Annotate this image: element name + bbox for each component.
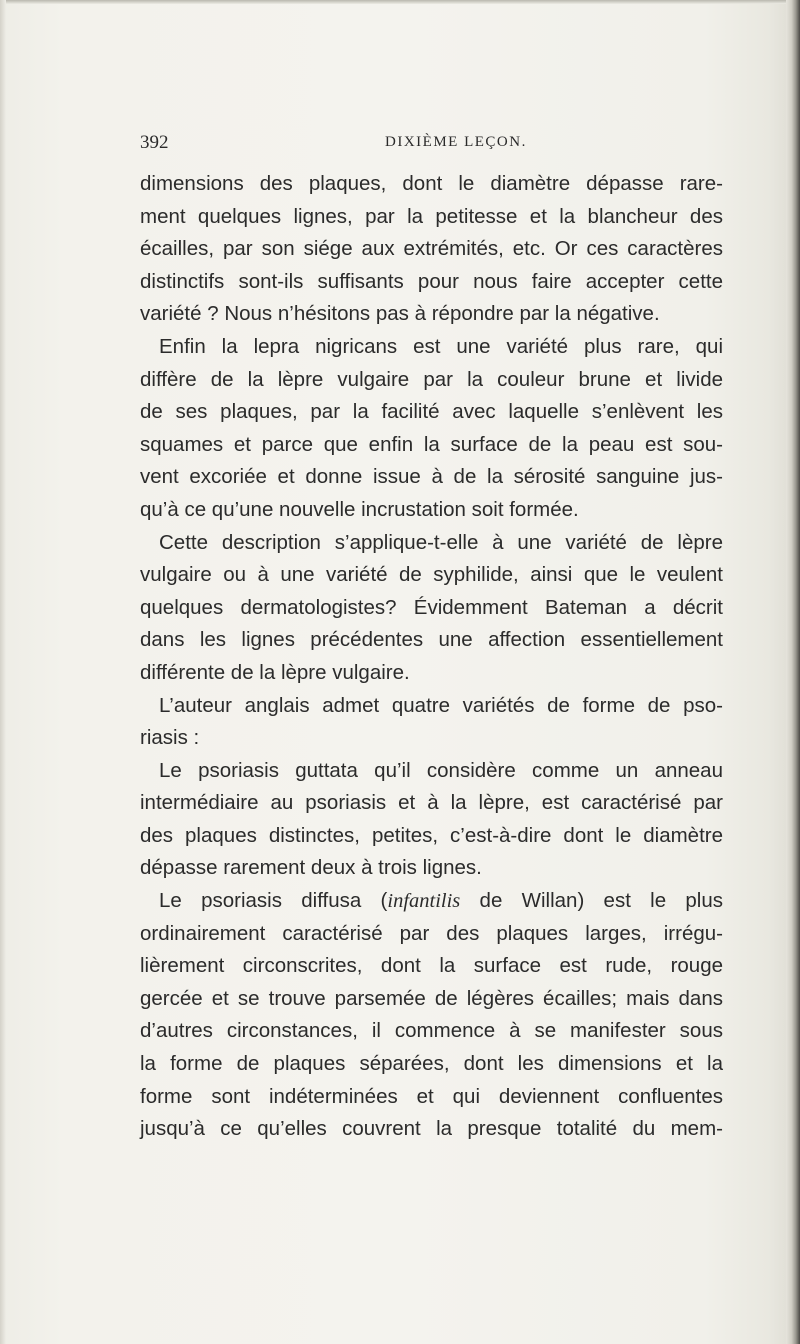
text-line: Le psoriasis guttata qu’il considère comme un anneau <box>159 758 723 782</box>
text-line: Cette description s’applique-t-elle à une variété de lèpre <box>159 530 723 554</box>
page-left-edge <box>0 0 6 1344</box>
text-line: riasis : <box>140 726 200 750</box>
book-binding-shadow <box>786 0 800 1344</box>
text-line: diffère de la lèpre vulgaire par la couleur brune et livide <box>140 367 723 391</box>
text-line: ordinairement caractérisé par des plaques larges, irrégu- <box>140 921 723 945</box>
text-line: Enfin la lepra nigricans est une variété plus rare, qui <box>159 334 723 358</box>
text-line: qu’à ce qu’une nouvelle incrustation soit formée. <box>140 497 579 521</box>
text-line: forme sont indéterminées et qui deviennent confluentes <box>140 1084 723 1108</box>
text-line: dans les lignes précédentes une affection essentiellement <box>140 628 723 652</box>
text-line: des plaques distinctes, petites, c’est-à-dire dont le diamètre <box>140 823 723 847</box>
text-segment: de Willan) est le plus <box>460 889 723 913</box>
text-line: jusqu’à ce qu’elles couvrent la presque totalité du mem- <box>140 1117 723 1141</box>
text-line: différente de la lèpre vulgaire. <box>140 660 410 684</box>
running-head: DIXIÈME LEÇON. <box>385 134 527 150</box>
page-number: 392 <box>140 132 169 153</box>
text-line: L’auteur anglais admet quatre variétés de forme de pso- <box>159 693 723 717</box>
text-line: distinctifs sont-ils suffisants pour nous faire accepter cette <box>140 269 723 293</box>
italic-term: infantilis <box>387 890 461 913</box>
body-text <box>140 168 723 1146</box>
text-segment: Le psoriasis diffusa ( <box>159 889 388 913</box>
text-line: variété ? Nous n’hésitons pas à répondre par la négative. <box>140 302 660 326</box>
text-line: dimensions des plaques, dont le diamètre dépasse rare- <box>140 172 723 195</box>
text-line: d’autres circonstances, il commence à se manifester sous <box>140 1019 723 1043</box>
text-line: dépasse rarement deux à trois lignes. <box>140 856 482 880</box>
text-line: la forme de plaques séparées, dont les dimensions et la <box>140 1052 723 1076</box>
text-line: lièrement circonscrites, dont la surface est rude, rouge <box>140 954 723 978</box>
text-line: vent excoriée et donne issue à de la sérosité sanguine jus- <box>140 465 723 489</box>
text-line <box>140 885 723 918</box>
text-line: écailles, par son siége aux extrémités, etc. Or ces caractères <box>140 237 723 261</box>
text-line: de ses plaques, par la facilité avec laquelle s’enlèvent les <box>140 400 723 424</box>
text-line: ment quelques lignes, par la petitesse et la blancheur des <box>140 204 723 228</box>
text-line: gercée et se trouve parsemée de légères écailles; mais dans <box>140 986 723 1010</box>
text-line: quelques dermatologistes? Évidemment Bateman a décrit <box>140 595 723 619</box>
text-line: intermédiaire au psoriasis et à la lèpre, est caractérisé par <box>140 791 723 815</box>
page-header <box>140 132 720 158</box>
text-line: vulgaire ou à une variété de syphilide, ainsi que le veulent <box>140 563 723 587</box>
page-top-edge <box>0 0 800 4</box>
text-line: squames et parce que enfin la surface de la peau est sou- <box>140 432 723 456</box>
